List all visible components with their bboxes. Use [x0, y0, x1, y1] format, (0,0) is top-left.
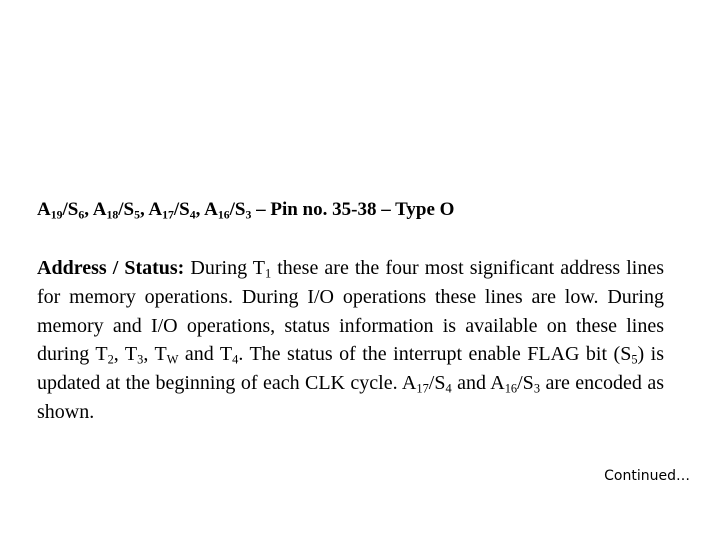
- pin-heading: $A_{19}/S_6$, $A_{18}/S_5$, $A_{17}/S_4$, $A_{16}/S_3$ – Pin no. 35-38 – Type O: [37, 199, 455, 222]
- description-paragraph: Address / Status: During $T_1$ these are the four most significant address lines for memory operations. During I/O operations these lines are low. During memory and I/O operations, status information is available on these lines during $T_2$, $T_3$, $T_W$ and $T_4$. The status of the interrupt enable FLAG bit $(S_5)$ is updated at the beginning of each CLK cycle. $A_{17}/S_4$ and $A_{16}/S_3$ are encoded as shown.: [37, 257, 665, 423]
- lead-label: Address / Status:: [37, 257, 185, 279]
- continued-label: Continued…: [604, 468, 690, 484]
